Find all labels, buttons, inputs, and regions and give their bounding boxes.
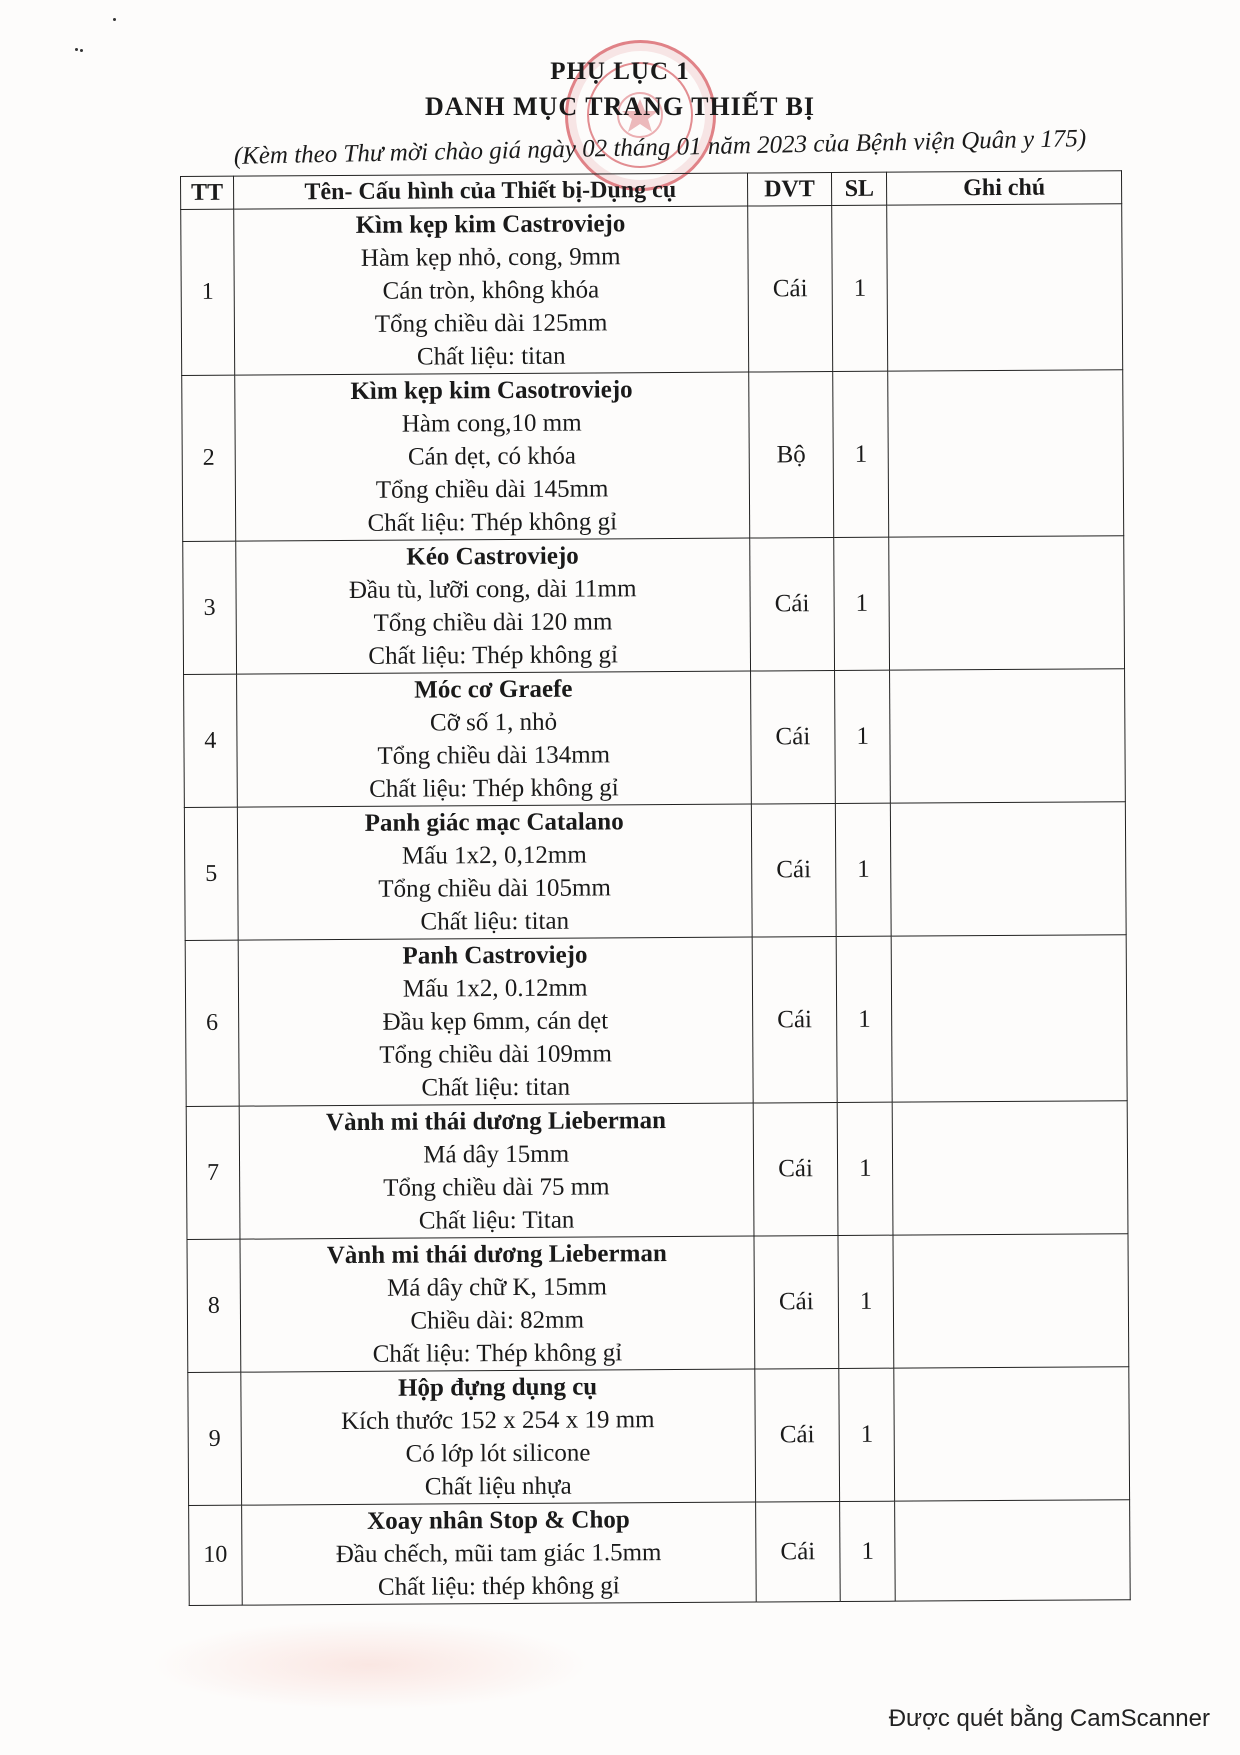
row-number: 8 <box>187 1239 241 1372</box>
item-unit: Cái <box>753 1103 839 1237</box>
item-spec: Chất liệu: Thép không gỉ <box>368 641 618 670</box>
item-unit: Cái <box>754 1368 840 1502</box>
item-name: Kìm kẹp kim Casotroviejo <box>350 376 633 405</box>
item-name: Xoay nhân Stop & Chop <box>367 1506 630 1535</box>
table-row <box>184 802 1126 941</box>
column-header-unit: DVT <box>747 173 832 207</box>
item-spec: Mấu 1x2, 0.12mm <box>402 974 588 1003</box>
table-row <box>182 370 1124 542</box>
item-name: Hộp đựng dụng cụ <box>397 1373 598 1402</box>
row-number: 3 <box>183 541 237 674</box>
item-quantity: 1 <box>838 1102 894 1235</box>
item-description <box>238 937 753 1106</box>
item-unit: Cái <box>749 538 835 672</box>
item-spec: Tổng chiều dài 105mm <box>378 874 611 903</box>
item-spec: Má dây chữ K, 15mm <box>387 1273 607 1302</box>
column-header-quantity: SL <box>832 172 887 205</box>
table-row <box>183 536 1125 675</box>
item-unit: Cái <box>747 206 833 373</box>
item-note <box>895 1500 1130 1601</box>
scan-artifact <box>150 1620 590 1710</box>
item-name: Kìm kẹp kim Castroviejo <box>355 210 626 239</box>
table-row <box>184 669 1126 808</box>
item-spec: Cán dẹt, có khóa <box>407 442 577 471</box>
item-unit: Cái <box>750 671 836 805</box>
item-spec: Chất liệu nhựa <box>424 1472 572 1501</box>
item-spec: Đầu tù, lưỡi cong, dài 11mm <box>348 575 637 604</box>
item-unit: Bộ <box>748 372 834 539</box>
item-spec: Hàm kẹp nhỏ, cong, 9mm <box>360 243 621 272</box>
item-spec: Chất liệu: titan <box>420 907 570 936</box>
item-spec: Chiều dài: 82mm <box>410 1306 585 1335</box>
item-description <box>239 1103 753 1239</box>
item-note <box>894 1367 1130 1501</box>
scan-speck <box>113 18 116 21</box>
item-quantity: 1 <box>836 936 892 1102</box>
item-spec: Tổng chiều dài 145mm <box>375 475 609 504</box>
item-unit: Cái <box>754 1235 840 1369</box>
item-description <box>237 804 751 940</box>
item-note <box>891 802 1127 936</box>
table-row <box>189 1500 1131 1606</box>
item-description <box>235 372 750 541</box>
item-note <box>891 935 1127 1102</box>
item-description <box>240 1236 754 1372</box>
item-spec: Chất liệu: Thép không gỉ <box>367 508 618 537</box>
item-quantity: 1 <box>834 537 890 670</box>
item-quantity: 1 <box>839 1368 895 1501</box>
appendix-heading: PHỤ LỤC 1 <box>550 58 690 85</box>
item-spec: Chất liệu: Titan <box>418 1206 575 1235</box>
item-spec: Chất liệu: Thép không gỉ <box>369 774 619 803</box>
scanner-watermark: Được quét bằng CamScanner <box>888 1705 1210 1732</box>
item-spec: Kích thước 152 x 254 x 19 mm <box>340 1406 655 1436</box>
item-spec: Tổng chiều dài 109mm <box>379 1040 612 1069</box>
scan-speck <box>75 48 78 51</box>
item-quantity: 1 <box>832 205 888 371</box>
table-body <box>181 204 1131 1606</box>
item-name: Panh giác mạc Catalano <box>364 808 624 837</box>
item-name: Kéo Castroviejo <box>406 542 579 571</box>
table-row <box>186 1101 1128 1240</box>
item-quantity: 1 <box>835 670 891 803</box>
item-unit: Cái <box>751 804 837 938</box>
item-spec: Chất liệu: titan <box>416 342 566 371</box>
item-spec: Đầu kẹp 6mm, cán dẹt <box>382 1007 609 1036</box>
item-spec: Tổng chiều dài 120 mm <box>373 608 613 637</box>
item-spec: Tổng chiều dài 134mm <box>377 741 611 770</box>
scan-speck <box>80 49 83 52</box>
row-number: 7 <box>186 1106 240 1239</box>
item-name: Panh Castroviejo <box>402 941 588 970</box>
item-description <box>236 538 750 674</box>
row-number: 4 <box>184 674 238 807</box>
item-spec: Có lớp lót silicone <box>405 1439 591 1468</box>
item-unit: Cái <box>752 937 838 1104</box>
table-row <box>181 204 1123 376</box>
item-quantity: 1 <box>840 1501 895 1601</box>
item-note <box>887 204 1123 371</box>
item-spec: Chất liệu: thép không gỉ <box>377 1572 620 1601</box>
equipment-table <box>180 170 1131 1606</box>
item-quantity: 1 <box>836 803 892 936</box>
row-number: 6 <box>185 940 239 1106</box>
item-spec: Chất liệu: Thép không gỉ <box>372 1339 623 1368</box>
table-row <box>187 1234 1129 1373</box>
item-description <box>241 1502 755 1605</box>
item-spec: Chất liệu: titan <box>421 1073 571 1102</box>
item-description <box>236 671 750 807</box>
item-name: Vành mi thái dương Lieberman <box>326 1240 667 1270</box>
document-subtitle: (Kèm theo Thư mời chào giá ngày 02 tháng 01 năm 2023 của Bệnh viện Quân y 175) <box>233 125 1087 170</box>
row-number: 1 <box>181 209 235 375</box>
table-row <box>185 935 1127 1107</box>
item-spec: Hàm cong,10 mm <box>401 409 582 438</box>
item-quantity: 1 <box>838 1235 894 1368</box>
item-note <box>893 1234 1129 1368</box>
item-spec: Tổng chiều dài 75 mm <box>383 1173 610 1202</box>
item-note <box>892 1101 1128 1235</box>
item-name: Vành mi thái dương Lieberman <box>325 1107 667 1137</box>
row-number: 5 <box>184 807 238 940</box>
item-spec: Cán tròn, không khóa <box>382 276 600 305</box>
document-title: DANH MỤC TRANG THIẾT BỊ <box>425 92 815 121</box>
item-spec: Mấu 1x2, 0,12mm <box>401 841 587 870</box>
item-description <box>241 1369 755 1505</box>
item-note <box>890 669 1126 803</box>
item-description <box>234 206 749 375</box>
column-header-tt: TT <box>181 176 234 209</box>
item-spec: Cỡ số 1, nhỏ <box>429 708 558 737</box>
item-name: Móc cơ Graefe <box>414 675 573 704</box>
item-unit: Cái <box>755 1501 840 1602</box>
row-number: 9 <box>188 1372 242 1505</box>
row-number: 2 <box>182 375 236 541</box>
item-spec: Má dây 15mm <box>423 1140 570 1169</box>
item-spec: Đầu chếch, mũi tam giác 1.5mm <box>335 1539 662 1569</box>
item-note <box>889 536 1125 670</box>
row-number: 10 <box>189 1505 242 1605</box>
column-header-note: Ghi chú <box>887 171 1122 205</box>
item-note <box>888 370 1124 537</box>
item-quantity: 1 <box>833 371 889 537</box>
column-header-name: Tên- Cấu hình của Thiết bị-Dụng cụ <box>233 173 747 209</box>
item-spec: Tổng chiều dài 125mm <box>374 309 608 338</box>
table-row <box>188 1367 1130 1506</box>
